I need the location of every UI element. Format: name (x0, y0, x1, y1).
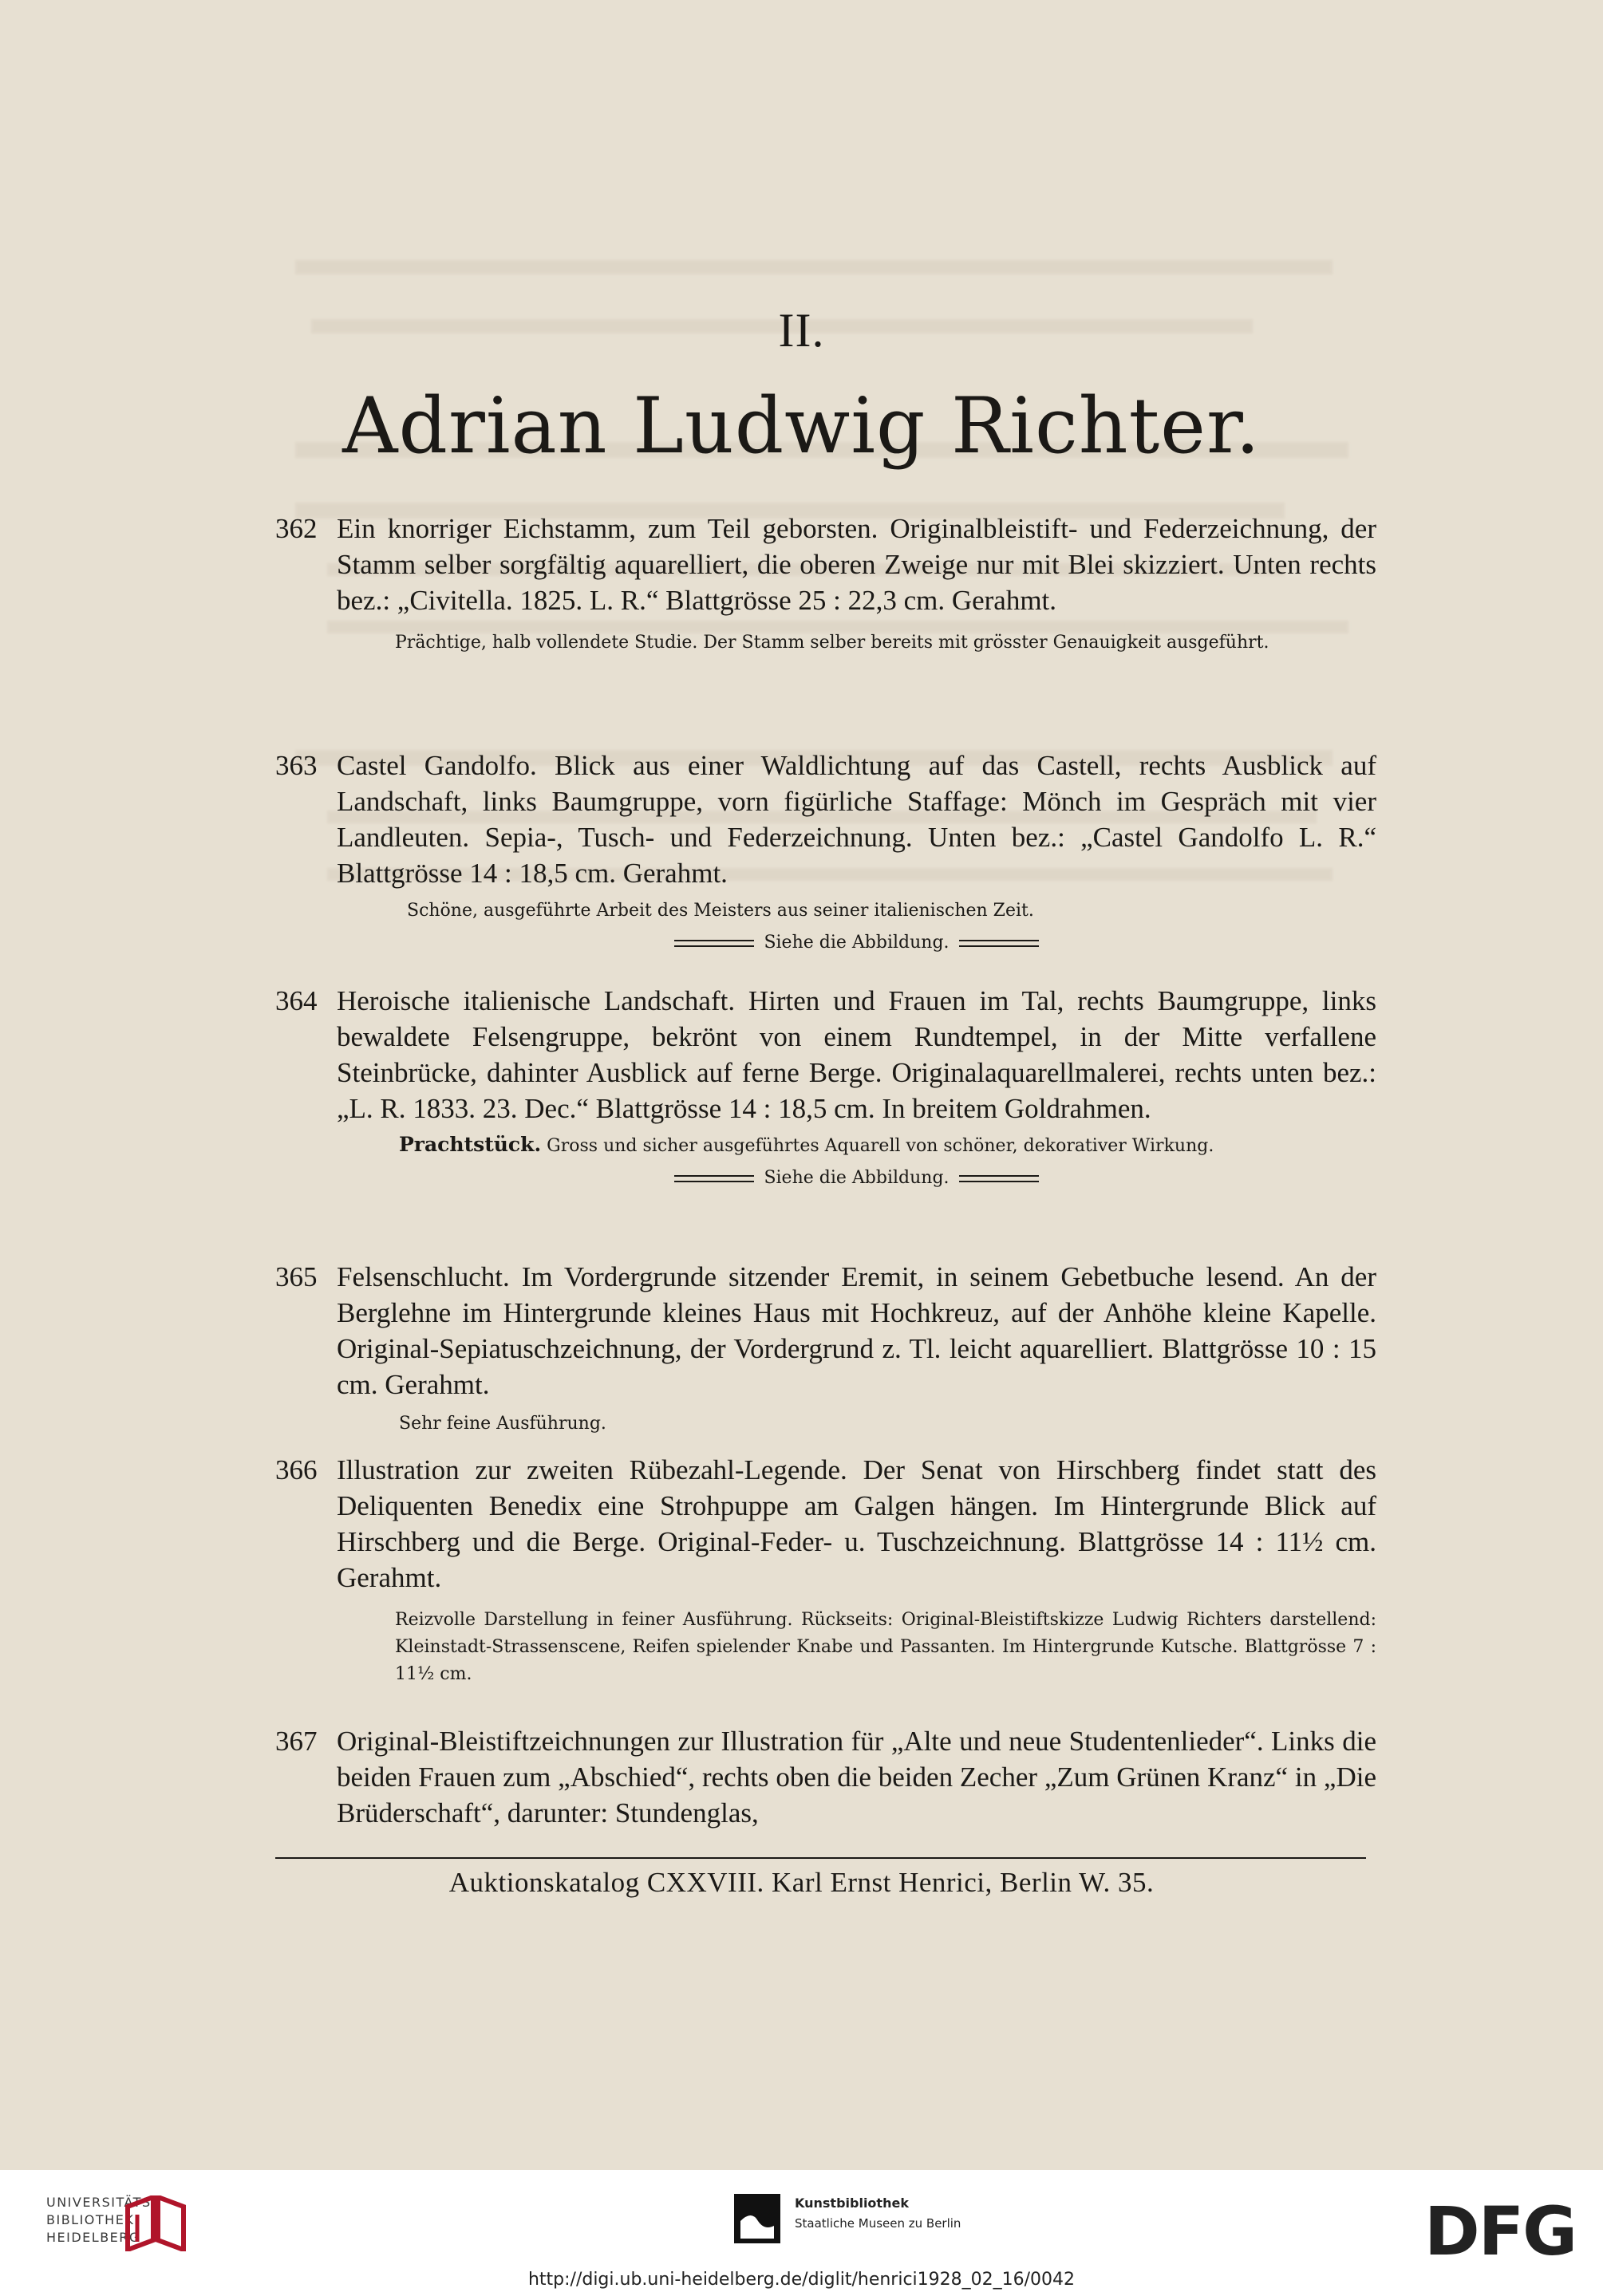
dfg-logo[interactable]: DFG (1424, 2192, 1577, 2270)
entry-note: Sehr feine Ausführung. (399, 1414, 606, 1434)
entry-note: Schöne, ausgeführte Arbeit des Meisters aus seiner italienischen Zeit. (407, 901, 1034, 921)
footer-rule (275, 1857, 1366, 1859)
entry-note: Reizvolle Darstellung in feiner Ausführung. Rückseits: Original-Bleistiftskizze Ludwig Richters darstellend: Kleinstadt-Strassenscene, Reifen spielender Knabe und Passanten. Im Hintergrunde Kutsche. Blattgrösse 7 : 11½ cm. (395, 1610, 1376, 1684)
double-rule-right (959, 1175, 1039, 1182)
library-name: UNIVERSITÄTS- BIBLIOTHEK HEIDELBERG (46, 2195, 157, 2245)
double-rule-left (674, 1175, 754, 1182)
entry-note (399, 1131, 1376, 1160)
museum-subtitle: Staatliche Museen zu Berlin (795, 2216, 961, 2231)
see-illustration (337, 1165, 1376, 1192)
catalog-entry-363 (275, 748, 1376, 957)
entry-description: Original-Bleistiftzeichnungen zur Illustration für „Alte und neue Studentenlieder“. Links die beiden Frauen zum „Abschied“, rechts oben die beiden Zecher „Zum Grünen Kranz“ in „Die Brüderschaft“, darunter: Stundenglas, (337, 1726, 1376, 1829)
entry-description: Illustration zur zweiten Rübezahl-Legende. Der Senat von Hirschberg findet statt des Deliquenten Benedix eine Strohpuppe am Galgen hängen. Im Hintergrunde Blick auf Hirschberg und die Berge. Original-Feder- u. Tuschzeichnung. Blattgrösse 14 : 11½ cm. Gerahmt. (337, 1454, 1376, 1593)
entry-description: Heroische italienische Landschaft. Hirten und Frauen im Tal, rechts Baumgruppe, links bewaldete Felsengruppe, bekrönt von einem Rundtempel, in der Mitte verfallene Steinbrücke, dahinter Ausblick auf ferne Berge. Originalaquarellmalerei, rechts unten bez.: „L. R. 1833. 23. Dec.“ Blattgrösse 14 : 18,5 cm. In breitem Goldrahmen. (337, 985, 1376, 1124)
entry-number: 363 (275, 750, 318, 781)
entry-note-highlight: Prachtstück. (399, 1133, 542, 1156)
entry-number: 366 (275, 1454, 318, 1485)
museum-eagle-icon (734, 2194, 780, 2243)
entry-description: Castel Gandolfo. Blick aus einer Waldlichtung auf das Castell, rechts Ausblick auf Landschaft, links Baumgruppe, vorn figürliche Staffage: Mönch im Gespräch mit vier Landleuten. Sepia-, Tusch- und Federzeichnung. Unten bez.: „Castel Gandolfo L. R.“ Blattgrösse 14 : 18,5 cm. Gerahmt. (337, 750, 1376, 889)
section-title: Adrian Ludwig Richter. (342, 381, 1261, 471)
page-footer: Auktionskatalog CXXVIII. Karl Ernst Henrici, Berlin W. 35. (448, 1867, 1155, 1898)
entry-note: Prächtige, halb vollendete Studie. Der Stamm selber bereits mit grösster Genauigkeit ausgeführt. (395, 633, 1269, 653)
see-illustration-text: Siehe die Abbildung. (764, 1168, 950, 1188)
double-rule-left (674, 940, 754, 947)
kunstbibliothek-logo[interactable] (734, 2194, 1021, 2258)
entry-number: 362 (275, 513, 318, 544)
entry-note-text: Gross und sicher ausgeführtes Aquarell von schöner, dekorativer Wirkung. (547, 1136, 1214, 1156)
entry-number: 367 (275, 1726, 318, 1757)
double-rule-right (959, 940, 1039, 947)
permalink-url[interactable]: http://digi.ub.uni-heidelberg.de/diglit/henrici1928_02_16/0042 (527, 2270, 1076, 2290)
catalog-entry-362 (275, 511, 1376, 657)
see-illustration-text: Siehe die Abbildung. (764, 933, 950, 953)
library-book-icon (120, 2195, 191, 2251)
section-numeral: II. (778, 304, 825, 357)
entry-number: 365 (275, 1261, 318, 1292)
museum-name: Kunstbibliothek (795, 2195, 909, 2211)
see-illustration (337, 929, 1376, 957)
catalog-entry-367 (275, 1723, 1376, 1831)
catalog-entry-366 (275, 1452, 1376, 1688)
entry-number: 364 (275, 985, 318, 1016)
catalog-entry-365 (275, 1259, 1376, 1438)
catalog-entry-364 (275, 983, 1376, 1192)
entry-description: Felsenschlucht. Im Vordergrunde sitzender Eremit, in seinem Gebetbuche lesend. An der Berglehne im Hintergrunde kleines Haus mit Hochkreuz, auf der Anhöhe kleine Kapelle. Original-Sepiatuschzeichnung, der Vordergrund z. Tl. leicht aquarelliert. Blattgrösse 10 : 15 cm. Gerahmt. (337, 1261, 1376, 1400)
entry-description: Ein knorriger Eichstamm, zum Teil geborsten. Originalbleistift- und Federzeichnung, der Stamm selber sorgfältig aquarelliert, die oberen Zweige nur mit Blei skizziert. Unten rechts bez.: „Civitella. 1825. L. R.“ Blattgrösse 25 : 22,3 cm. Gerahmt. (337, 513, 1376, 616)
